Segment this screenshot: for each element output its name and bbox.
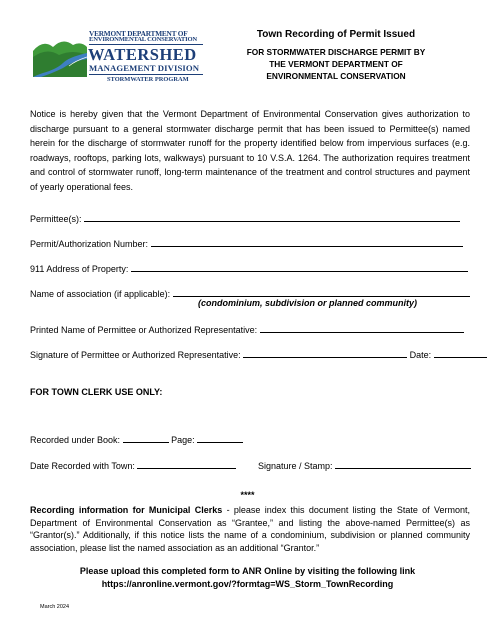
- notice-paragraph: Notice is hereby given that the Vermont Department of Environmental Conservation gives authorization to discharge pursuant to a general stormwater discharge permit that has been issued to Permittee(s) named herein for the discharge of stormwater runoff for the property identified below from impervious surfaces (e.g. roadways, rooftops, parking lots, walkways) pursuant to 10 V.S.A. 1264. The authorization requires treatment and control of stormwater runoff, long-term maintenance of the treatment and control structures and payment of yearly operational fees.: [30, 109, 470, 192]
- printed-name-label: Printed Name of Permittee or Authorized Representative:: [30, 325, 258, 335]
- watershed-emblem-icon: [33, 33, 87, 77]
- logo-divider-2: [89, 74, 203, 75]
- signature-field[interactable]: [30, 348, 487, 361]
- printed-name-line[interactable]: [260, 323, 464, 333]
- upload-line: Please upload this completed form to ANR Online by visiting the following link: [79, 566, 416, 576]
- date-recorded-label: Date Recorded with Town:: [30, 461, 135, 471]
- signature-line[interactable]: [243, 348, 407, 358]
- recording-information: [30, 504, 470, 554]
- logo-line1: VERMONT DEPARTMENT OF: [89, 29, 188, 38]
- recorded-book-line[interactable]: [123, 433, 169, 443]
- logo-stormwater-program: STORMWATER PROGRAM: [107, 76, 189, 83]
- vermont-dec-logo: [33, 29, 205, 85]
- signature-stamp-label: Signature / Stamp:: [258, 461, 333, 471]
- page-label: Page:: [171, 435, 195, 445]
- permit-number-line[interactable]: [151, 237, 463, 247]
- footer-date: March 2024: [40, 604, 70, 610]
- association-line[interactable]: [173, 287, 470, 297]
- signature-stamp-field[interactable]: [258, 459, 471, 472]
- signature-date-label: Date:: [409, 350, 432, 360]
- signature-date-line[interactable]: [434, 348, 487, 358]
- permit-number-field[interactable]: [30, 237, 463, 250]
- signature-label: Signature of Permittee or Authorized Representative:: [30, 350, 241, 360]
- upload-instructions: [0, 565, 495, 590]
- upload-link[interactable]: https://anronline.vermont.gov/?formtag=WS_Storm_TownRecording: [101, 578, 394, 589]
- logo-line2: ENVIRONMENTAL CONSERVATION: [89, 36, 197, 43]
- logo-watershed: WATERSHED: [88, 45, 197, 64]
- page-subtitle: [226, 46, 446, 82]
- address-field[interactable]: [30, 262, 468, 275]
- page-line[interactable]: [197, 433, 243, 443]
- recorded-book-field[interactable]: [30, 433, 243, 446]
- page-title: Town Recording of Permit Issued: [256, 29, 416, 40]
- recording-lead: Recording information for Municipal Clerks: [30, 505, 223, 515]
- section-separator: ****: [240, 490, 255, 500]
- printed-name-field[interactable]: [30, 323, 464, 336]
- address-line[interactable]: [131, 262, 468, 272]
- association-hint: (condominium, subdivision or planned community): [198, 298, 418, 308]
- recording-body: - please index this document listing the State of Vermont, Department of Environmental Conservation as “Grantee,” and listing the above-named Permittee(s) as “Grantor(s).” Additionally, if this notice lists the name of a condominium, subdivision or planned community association, please list the named association as an additional “Grantor.”: [30, 505, 470, 553]
- date-recorded-field[interactable]: [30, 459, 236, 472]
- recorded-book-label: Recorded under Book:: [30, 435, 121, 445]
- address-label: 911 Address of Property:: [30, 264, 129, 274]
- logo-management-division: MANAGEMENT DIVISION: [89, 63, 200, 73]
- permittee-line[interactable]: [84, 212, 460, 222]
- subtitle-line1: FOR STORMWATER DISCHARGE PERMIT BY: [246, 47, 426, 57]
- permittee-label: Permittee(s):: [30, 214, 82, 224]
- permittee-field[interactable]: [30, 212, 460, 225]
- subtitle-line3: ENVIRONMENTAL CONSERVATION: [266, 71, 406, 81]
- date-recorded-line[interactable]: [137, 459, 236, 469]
- town-clerk-heading: FOR TOWN CLERK USE ONLY:: [30, 387, 163, 397]
- subtitle-line2: THE VERMONT DEPARTMENT OF: [269, 59, 403, 69]
- permit-number-label: Permit/Authorization Number:: [30, 239, 149, 249]
- association-label: Name of association (if applicable):: [30, 289, 171, 299]
- signature-stamp-line[interactable]: [335, 459, 471, 469]
